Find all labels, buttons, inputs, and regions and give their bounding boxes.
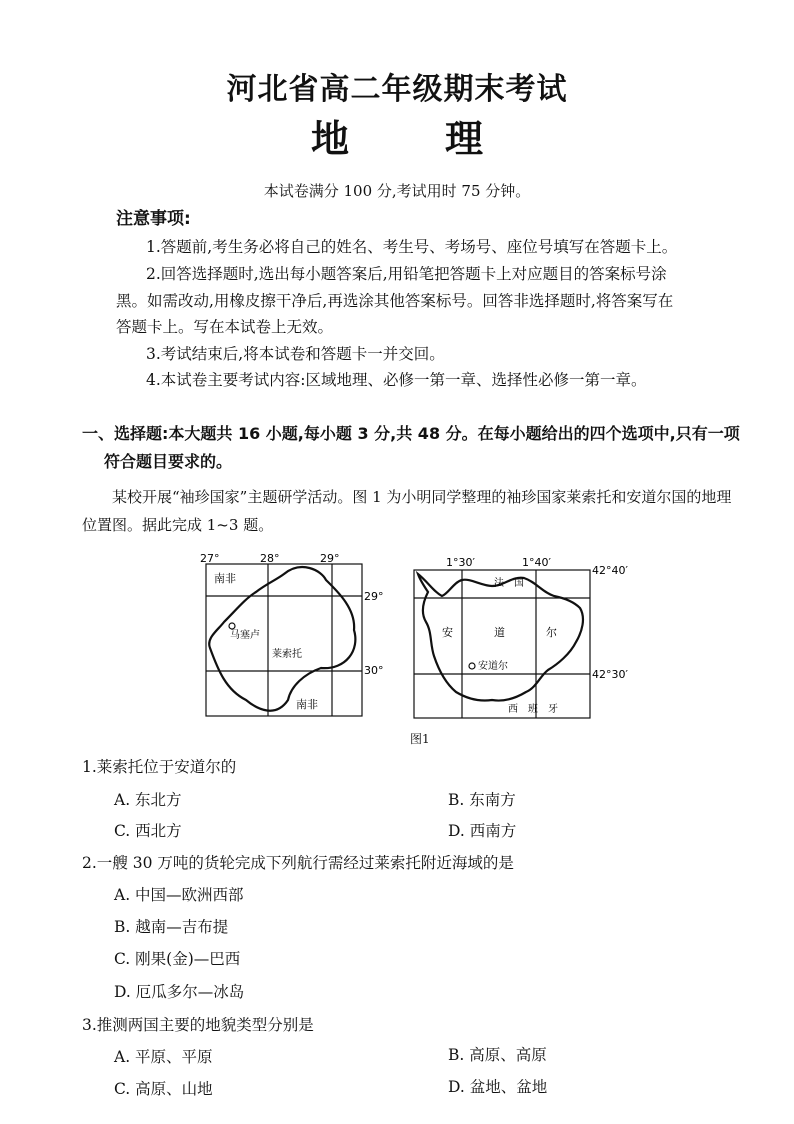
section-title-line1: 一、选择题:本大题共 16 小题,每小题 3 分,共 48 分。在每小题给出的四个选项中,只有一项 bbox=[82, 424, 740, 443]
question-1-stem: 1.莱索托位于安道尔的 bbox=[82, 758, 237, 776]
notice-item-2-cont: 黑。如需改动,用橡皮擦干净后,再选涂其他答案标号。回答非选择题时,将答案写在 bbox=[116, 292, 674, 310]
q1-option-d[interactable]: D. 西南方 bbox=[448, 822, 517, 840]
map2-lon-1-40: 1°40′ bbox=[522, 556, 551, 569]
notice-item-1: 1.答题前,考生务必将自己的姓名、考生号、考场号、座位号填写在答题卡上。 bbox=[146, 238, 678, 256]
exam-title: 河北省高二年级期末考试 bbox=[226, 72, 568, 107]
notice-item-3: 3.考试结束后,将本试卷和答题卡一并交回。 bbox=[146, 345, 445, 363]
exam-info: 本试卷满分 100 分,考试用时 75 分钟。 bbox=[263, 182, 531, 200]
maseru-city-marker bbox=[229, 623, 235, 629]
map2-region-top: 法 国 bbox=[494, 578, 524, 589]
section-title-line2: 符合题目要求的。 bbox=[104, 452, 233, 471]
lesotho-map bbox=[196, 550, 396, 722]
map1-lon-28: 28° bbox=[260, 552, 280, 565]
andorra-map bbox=[408, 552, 636, 724]
question-3-stem: 3.推测两国主要的地貌类型分别是 bbox=[82, 1016, 314, 1034]
map2-city-label: 安道尔 bbox=[478, 661, 508, 672]
map2-region-bottom: 西 班 牙 bbox=[508, 704, 558, 715]
map1-city-label: 马塞卢 bbox=[230, 630, 260, 641]
q2-option-d[interactable]: D. 厄瓜多尔—冰岛 bbox=[114, 983, 245, 1001]
map2-country-char-2: 道 bbox=[494, 626, 505, 639]
notice-item-4: 4.本试卷主要考试内容:区域地理、必修一第一章、选择性必修一第一章。 bbox=[146, 371, 647, 389]
q1-option-b[interactable]: B. 东南方 bbox=[448, 791, 516, 809]
map1-region-bottom: 南非 bbox=[296, 698, 318, 711]
q3-option-c[interactable]: C. 高原、山地 bbox=[114, 1080, 213, 1098]
notice-item-2: 2.回答选择题时,选出每小题答案后,用铅笔把答题卡上对应题目的答案标号涂 bbox=[146, 265, 667, 283]
map2-lat-42-40: 42°40′ bbox=[592, 564, 628, 577]
q1-option-c[interactable]: C. 西北方 bbox=[114, 822, 182, 840]
map1-lon-29: 29° bbox=[320, 552, 340, 565]
map1-lat-29: 29° bbox=[364, 590, 384, 603]
question-intro: 某校开展“袖珍国家”主题研学活动。图 1 为小明同学整理的袖珍国家莱索托和安道尔国的地理位置图。据此完成 1~3 题。 bbox=[82, 488, 732, 534]
subject-title: 地理 bbox=[310, 117, 579, 161]
q3-option-d[interactable]: D. 盆地、盆地 bbox=[448, 1078, 548, 1096]
map1-region-top: 南非 bbox=[214, 572, 236, 585]
q2-option-c[interactable]: C. 刚果(金)—巴西 bbox=[114, 950, 241, 968]
map1-country-label: 莱索托 bbox=[272, 649, 302, 660]
map2-lat-42-30: 42°30′ bbox=[592, 668, 628, 681]
map2-country-char-3: 尔 bbox=[546, 626, 557, 639]
andorra-city-marker bbox=[469, 663, 475, 669]
map2-lon-1-30: 1°30′ bbox=[446, 556, 475, 569]
map1-lat-30: 30° bbox=[364, 664, 384, 677]
q2-option-a[interactable]: A. 中国—欧洲西部 bbox=[114, 886, 244, 904]
notice-heading: 注意事项: bbox=[116, 209, 191, 229]
q1-option-a[interactable]: A. 东北方 bbox=[114, 791, 182, 809]
map1-lon-27: 27° bbox=[200, 552, 220, 565]
figure-caption: 图1 bbox=[410, 732, 430, 746]
notice-item-2-cont2: 答题卡上。写在本试卷上无效。 bbox=[116, 318, 334, 336]
section-title bbox=[82, 420, 742, 476]
question-2-stem: 2.一艘 30 万吨的货轮完成下列航行需经过莱索托附近海域的是 bbox=[82, 854, 514, 872]
q2-option-b[interactable]: B. 越南—吉布提 bbox=[114, 918, 229, 936]
q3-option-b[interactable]: B. 高原、高原 bbox=[448, 1046, 547, 1064]
map2-country-char-1: 安 bbox=[442, 626, 453, 639]
q3-option-a[interactable]: A. 平原、平原 bbox=[114, 1048, 213, 1066]
